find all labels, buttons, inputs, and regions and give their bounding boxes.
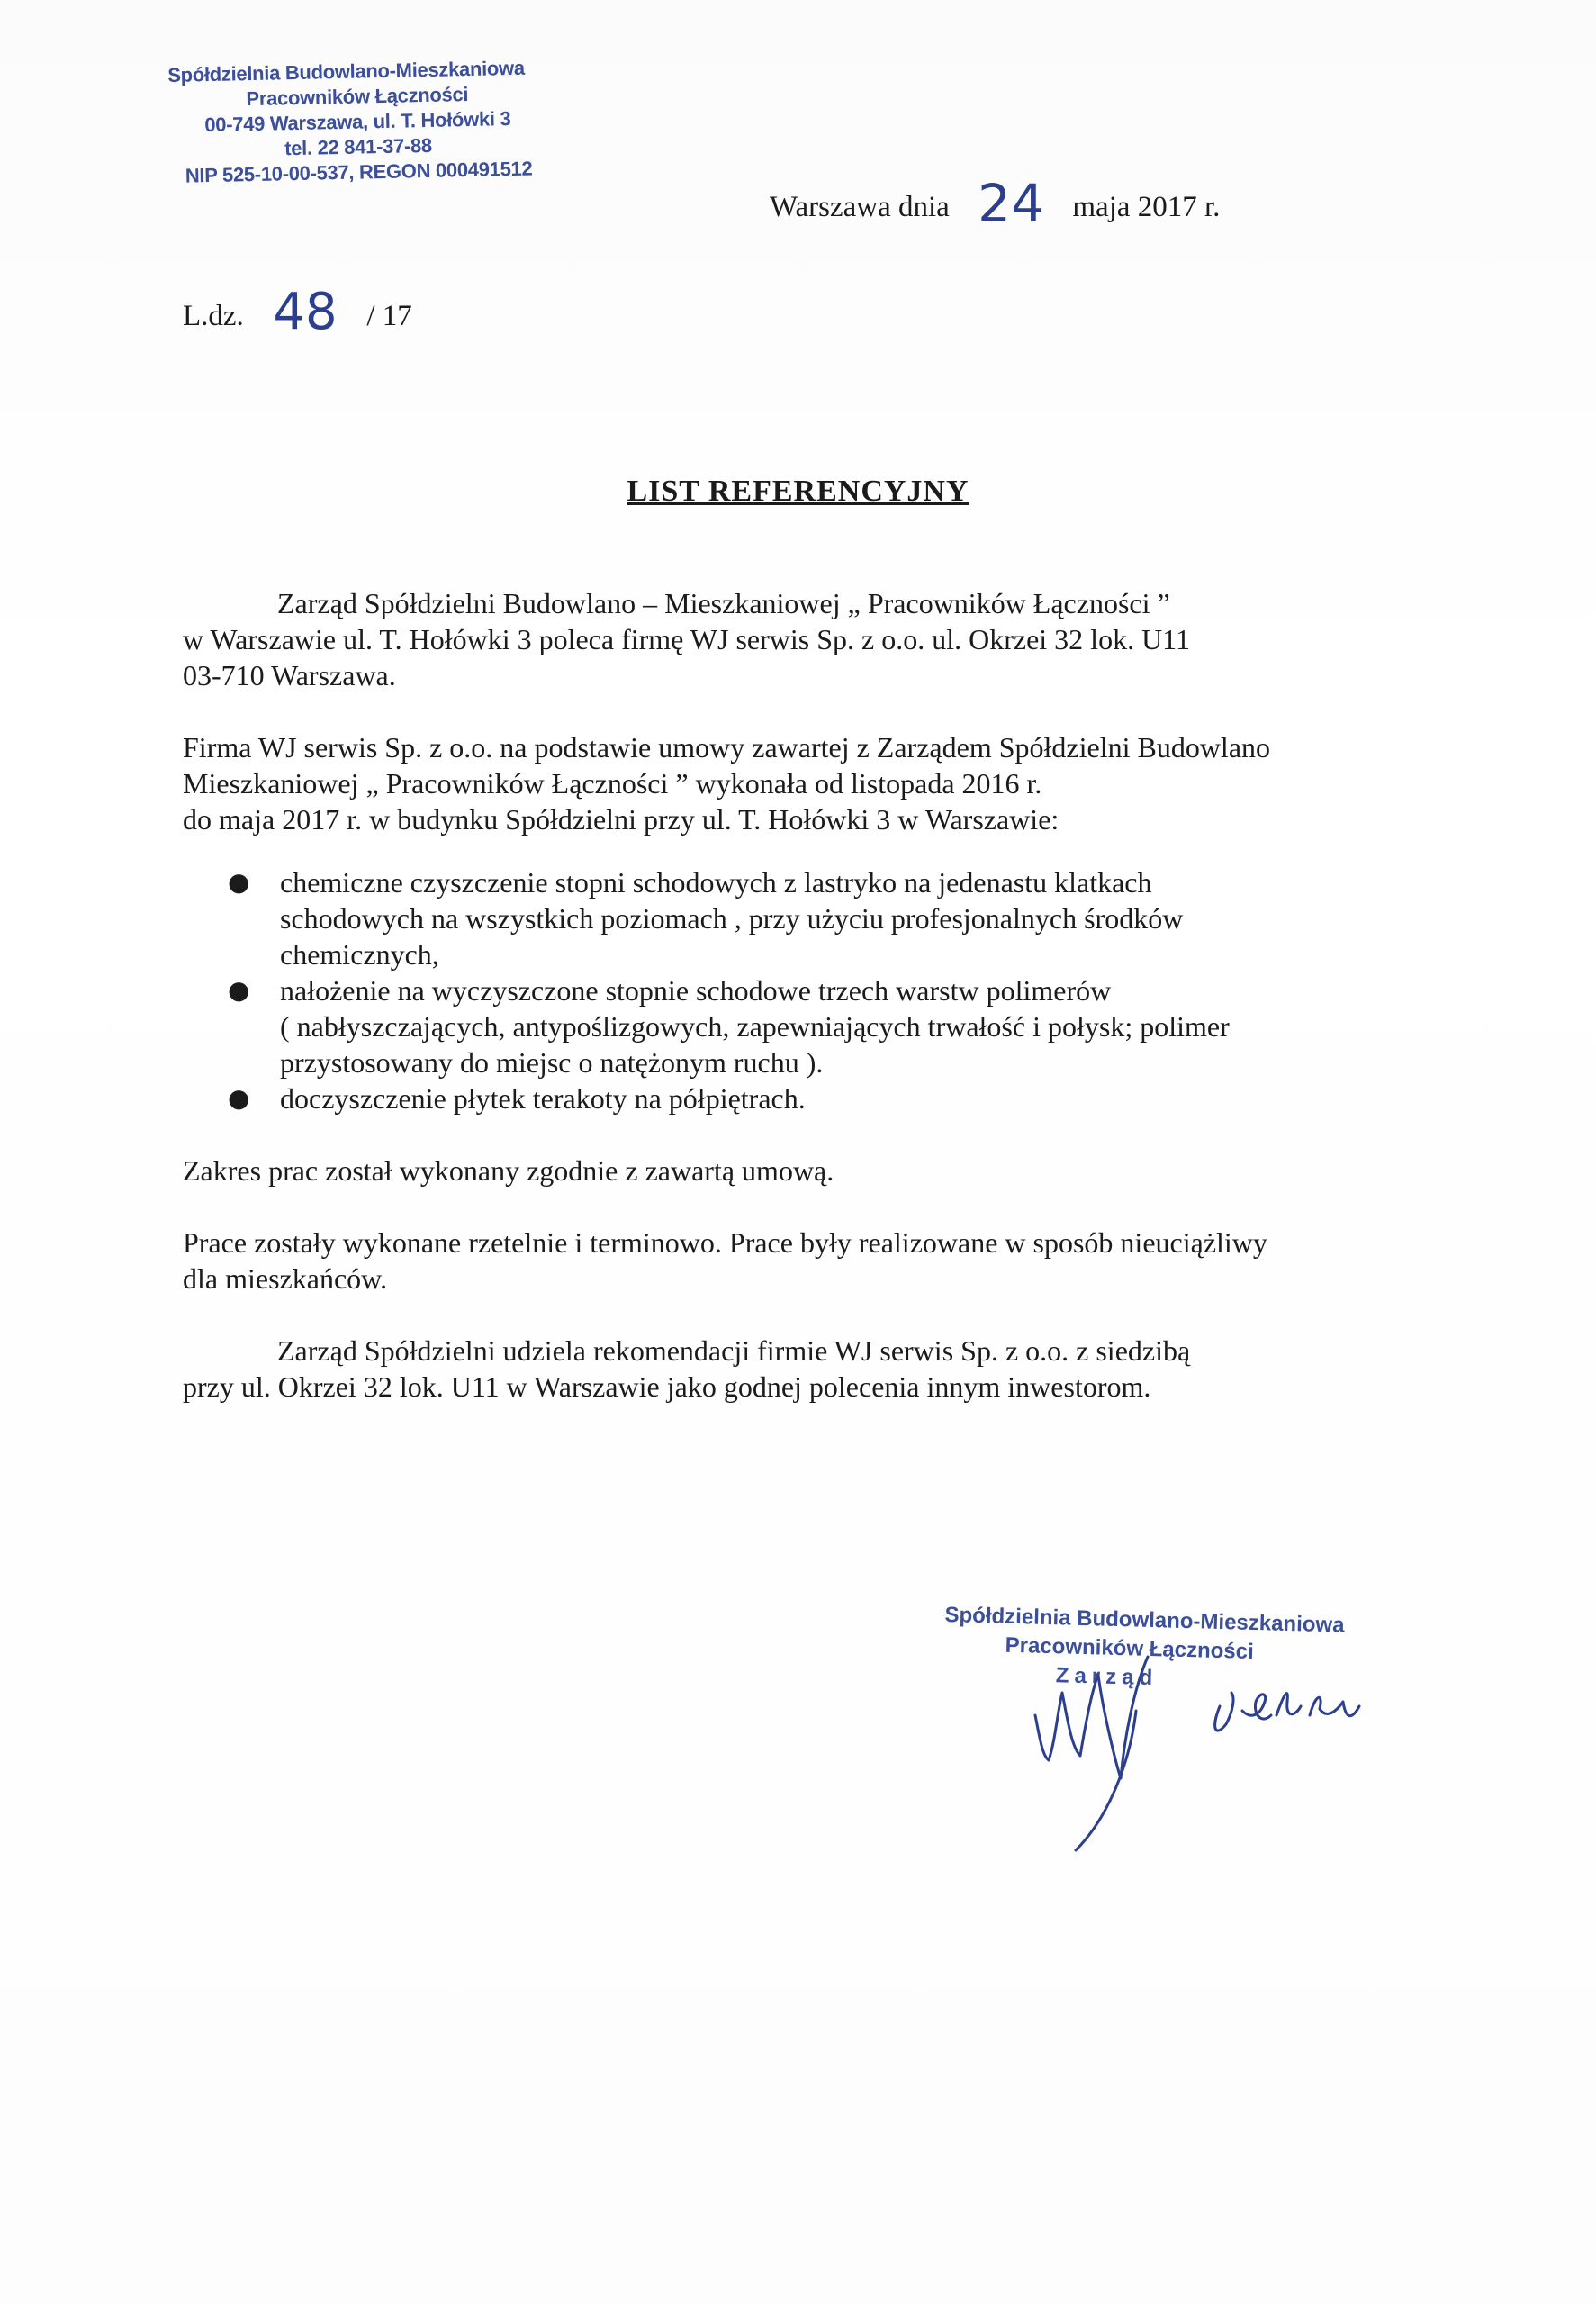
list-item (183, 864, 1443, 972)
place-date-line (770, 167, 1221, 234)
bullet-icon: ● (228, 1083, 250, 1113)
paragraph-scope-line2: Mieszkaniowej „ Pracowników Łączności ” wykonała od listopada 2016 r. (183, 767, 1042, 800)
list-item-line: ( nabłyszczających, antypoślizgowych, zapewniających trwałość i połysk; polimer (280, 1010, 1230, 1043)
list-item-line: chemiczne czyszczenie stopni schodowych z lastryko na jedenastu klatkach (280, 866, 1152, 899)
letter-body (183, 585, 1443, 1405)
board-stamp-line-name: Spółdzielnia Budowlano-Mieszkaniowa (944, 1602, 1345, 1638)
reference-suffix: / 17 (366, 300, 412, 332)
document-title: LIST REFERENCYJNY (627, 475, 969, 508)
board-stamp-line-board: Zarząd (1055, 1663, 1159, 1691)
paragraph-scope-line1: Firma WJ serwis Sp. z o.o. na podstawie umowy zawartej z Zarządem Spółdzielni Budowlano (183, 731, 1271, 764)
board-stamp (942, 1601, 1345, 1697)
work-list (183, 864, 1443, 1116)
paragraph-intro-line1: Zarząd Spółdzielni Budowlano – Mieszkaniowej „ Pracowników Łączności ” (277, 587, 1170, 619)
stamp-line-address: 00-749 Warszawa, ul. T. Hołówki 3 (204, 107, 511, 137)
stamp-line-subname: Pracowników Łączności (246, 83, 469, 111)
board-stamp-line-subname: Pracowników Łączności (1005, 1632, 1255, 1664)
paragraph-quality-line2: dla mieszkańców. (183, 1262, 388, 1295)
list-item-line: nałożenie na wyczyszczone stopnie schodowe trzech warstw polimerów (280, 974, 1112, 1007)
reference-prefix: L.dz. (183, 300, 244, 332)
reference-number-line (183, 279, 412, 341)
stamp-line-name: Spółdzielnia Budowlano-Mieszkaniowa (167, 56, 526, 86)
stamp-line-phone: tel. 22 841-37-88 (284, 133, 433, 160)
list-item (183, 972, 1443, 1080)
bullet-icon: ● (228, 867, 250, 897)
bullet-icon: ● (228, 975, 250, 1005)
signature-right (1215, 1693, 1359, 1731)
list-item-line: schodowych na wszystkich poziomach , przy użyciu profesjonalnych środków (280, 902, 1184, 935)
list-item-line: przystosowany do miejsc o natężonym ruchu ). (280, 1046, 824, 1079)
place-date-suffix: maja 2017 r. (1072, 191, 1221, 223)
list-item (183, 1080, 1443, 1116)
paragraph-scope-line3: do maja 2017 r. w budynku Spółdzielni przy ul. T. Hołówki 3 w Warszawie: (183, 803, 1059, 836)
paragraph-completion: Zakres prac został wykonany zgodnie z zawartą umową. (183, 1154, 834, 1187)
handwritten-day: 24 (978, 173, 1044, 234)
paragraph-intro-line2: w Warszawie ul. T. Hołówki 3 poleca firmę WJ serwis Sp. z o.o. ul. Okrzei 32 lok. U11 (183, 623, 1190, 655)
place-date-prefix: Warszawa dnia (770, 191, 950, 223)
cooperative-header-stamp (167, 55, 548, 189)
list-item-line: chemicznych, (280, 938, 439, 971)
paragraph-intro-line3: 03-710 Warszawa. (183, 659, 396, 692)
paragraph-recommendation-line1: Zarząd Spółdzielni udziela rekomendacji firmie WJ serwis Sp. z o.o. z siedzibą (277, 1334, 1191, 1367)
paragraph-quality-line1: Prace zostały wykonane rzetelnie i terminowo. Prace były realizowane w sposób nieuciążliwy (183, 1226, 1267, 1259)
paragraph-recommendation-line2: przy ul. Okrzei 32 lok. U11 w Warszawie jako godnej polecenia innym inwestorom. (183, 1370, 1151, 1403)
stamp-line-ids: NIP 525-10-00-537, REGON 000491512 (185, 157, 533, 187)
list-item-line: doczyszczenie płytek terakoty na półpiętrach. (280, 1082, 806, 1115)
handwritten-reference-number: 48 (273, 283, 338, 341)
